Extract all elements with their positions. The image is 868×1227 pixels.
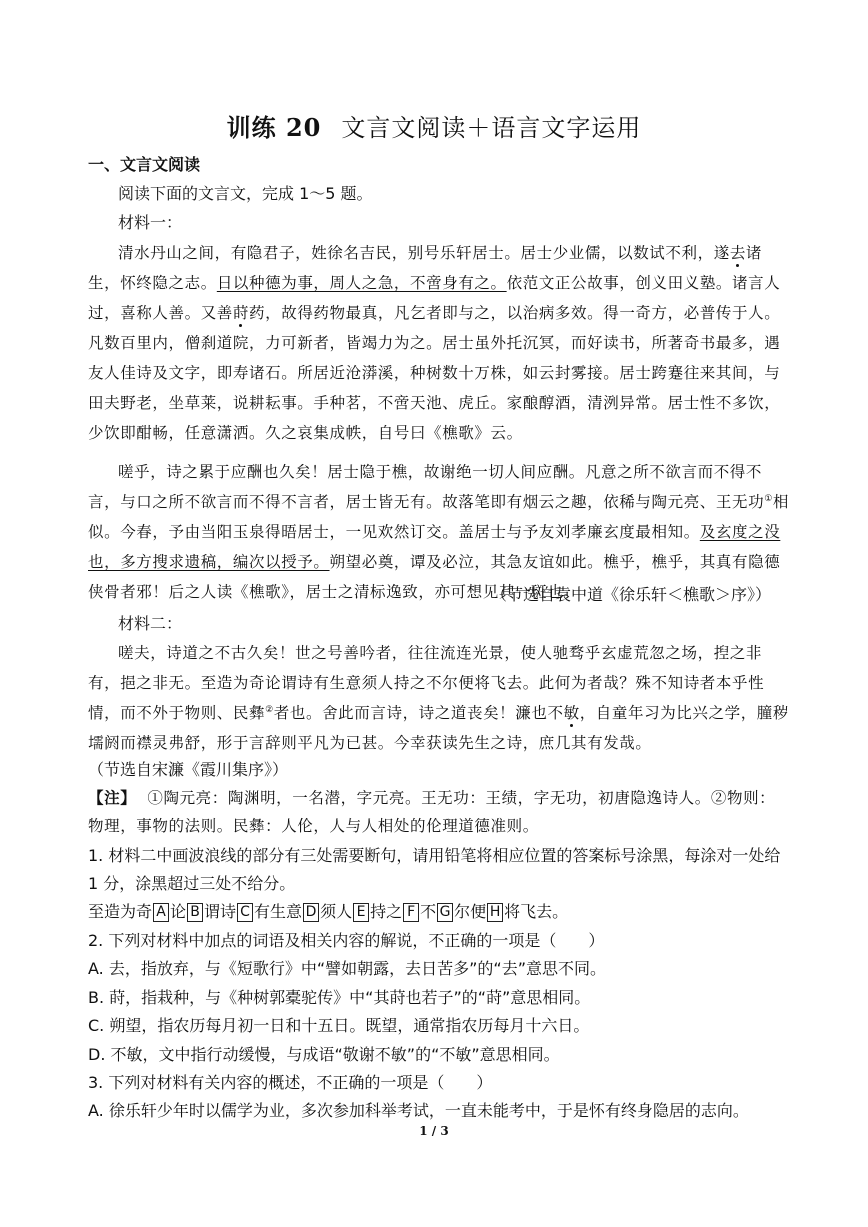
answer-box-a[interactable]: A <box>153 903 169 922</box>
m1-p1-line2: 生，怀终隐之志。日以种德为事，周人之急，不啻身有之。依范文正公故事，创义田义塾。诸言人 <box>88 274 781 292</box>
underlined-sentence: 日以种德为事，周人之急，不啻身有之。 <box>216 274 507 292</box>
m1-p1-line5: 友人佳诗及文字，即寿诸石。所居近沧漭溪，种树数十万株，如云封雾接。居士跨蹇往来其间，与 <box>88 364 781 382</box>
m1-p2-line3: 似。今春，予由当阳玉泉得晤居士，一见欢然订交。盖居士与予友刘孝廉玄度最相知。及玄度之没 <box>88 523 781 541</box>
m1-p1-line3: 过，喜称人善。又善莳药，故得药物最真，凡乞者即与之，以治病多效。得一奇方，必普传于人。 <box>88 304 781 322</box>
notes-label: 【注】 <box>88 788 137 807</box>
m1-p2-line5: 侠骨者邪！后之人读《樵歌》，居士之清标逸致，亦可想见其一斑也。 <box>88 583 580 601</box>
notes-line2: 物理，事物的法则。民彝：人伦，人与人相处的伦理道德准则。 <box>88 817 539 835</box>
answer-box-c[interactable]: C <box>237 903 253 922</box>
m2-line1: 嗟夫，诗道之不古久矣！世之号善吟者，往往流连光景，使人驰骛乎玄虚荒忽之场，揑之非 <box>118 644 763 662</box>
notes-line1: 【注】 ①陶元亮：陶渊明，一名潜，字元亮。王无功：王绩，字无功，初唐隐逸诗人。②物则： <box>88 788 776 807</box>
m1-p1-line7: 少饮即酣畅，任意潇洒。久之哀集成帙，自号曰《樵歌》云。 <box>88 424 523 442</box>
q2-option-a: A. 去，指放弃，与《短歌行》中“譬如朝露，去日苦多”的“去”意思不同。 <box>88 959 606 978</box>
m1-p2-line2: 言，与口之所不欲言而不得不言者，居士皆无有。故落笔即有烟云之趣，依稀与陶元亮、王无功①相 <box>88 493 789 511</box>
answer-box-f[interactable]: F <box>403 903 419 922</box>
m2-line2: 有，挹之非无。至造为奇论谓诗有生意须人持之不尔便将飞去。此何为者哉？殊不知诗者本乎性 <box>88 674 765 692</box>
instruction: 阅读下面的文言文，完成 1～5 题。 <box>118 184 373 203</box>
answer-box-d[interactable]: D <box>303 903 319 922</box>
m1-p2-line1: 嗟乎，诗之累于应酬也久矣！居士隐于樵，故谢绝一切人间应酬。凡意之所不欲言而不得不 <box>118 463 763 481</box>
m1-p1-line4: 凡数百里内，僧刹道院，力可新者，皆竭力为之。居士虽外托沉冥，而好读书，所著奇书最多，遇 <box>88 334 781 352</box>
answer-box-g[interactable]: G <box>437 903 453 922</box>
title-number: 训练 20 <box>226 113 322 142</box>
underlined-sentence: 也，多方搜求遗稿，编次以授予。 <box>88 553 330 571</box>
footnote-marker: ② <box>265 704 274 715</box>
m2-line3: 情，而不外于物则、民彝②者也。舍此而言诗，诗之道丧矣！濂也不敏，自童年习为比兴之学，朣秽 <box>88 704 790 722</box>
material2-label: 材料二： <box>118 614 183 633</box>
page-title <box>0 108 868 143</box>
dotted-char: 敏 <box>563 704 580 722</box>
m2-line4: 壖阏而襟灵弗舒，形于言辞则平凡为已甚。今幸获读先生之诗，庶几其有发哉。 <box>88 734 652 752</box>
q1-stem-line2: 1 分，涂黑超过三处不给分。 <box>88 874 296 893</box>
m1-p1-line1: 清水丹山之间，有隐君子，姓徐名吉民，别号乐轩居士。居士少业儒，以数试不利，遂去诸 <box>118 244 763 262</box>
q3-stem: 3. 下列对材料有关内容的概述，不正确的一项是（ ） <box>88 1073 493 1092</box>
material1-label: 材料一： <box>118 213 183 232</box>
dotted-char: 去 <box>729 244 746 262</box>
m1-source: （节选自袁中道《徐乐轩＜樵歌＞序》） <box>490 585 771 604</box>
answer-box-h[interactable]: H <box>487 903 503 922</box>
q3-option-a: A. 徐乐轩少年时以儒学为业，多次参加科举考试，一直未能考中，于是怀有终身隐居的志向。 <box>88 1101 749 1120</box>
q1-stem-line1: 1. 材料二中画波浪线的部分有三处需要断句，请用铅笔将相应位置的答案标号涂黑，每涂对一处给 <box>88 846 781 865</box>
dotted-char: 莳 <box>232 304 250 322</box>
q2-option-b: B. 莳，指栽种，与《种树郭橐驼传》中“其莳也若子”的“莳”意思相同。 <box>88 988 591 1007</box>
q2-option-c: C. 朔望，指农历每月初一日和十五日。既望，通常指农历每月十六日。 <box>88 1016 590 1035</box>
m2-source: （节选自宋濂《霞川集序》） <box>88 760 289 779</box>
answer-box-e[interactable]: E <box>353 903 369 922</box>
q1-options-row: 至造为奇 A 论 B 谓诗 C 有生意 D 须人 E 持之 F 不 G 尔便 H 将飞去。 <box>88 902 569 921</box>
footnote-marker: ① <box>764 493 773 504</box>
title-text: 文言文阅读＋语言文字运用 <box>341 114 642 142</box>
underlined-sentence: 及玄度之没 <box>699 523 781 541</box>
section-heading: 一、文言文阅读 <box>88 155 201 174</box>
answer-box-b[interactable]: B <box>187 903 203 922</box>
m1-p2-line4: 也，多方搜求遗稿，编次以授予。朔望必奠，谭及必泣，其急友谊如此。樵乎，樵乎，其真有隐德 <box>88 553 781 571</box>
q2-stem: 2. 下列对材料中加点的词语及相关内容的解说，不正确的一项是（ ） <box>88 931 605 950</box>
page-number: 1 / 3 <box>419 1124 449 1138</box>
m1-p1-line6: 田夫野老，坐草莱，说耕耘事。手种茗，不啻天池、虎丘。家酿醇酒，清洌异常。居士性不多饮， <box>88 394 781 412</box>
q2-option-d: D. 不敏，文中指行动缓慢，与成语“敬谢不敏”的“不敏”意思相同。 <box>88 1045 560 1064</box>
